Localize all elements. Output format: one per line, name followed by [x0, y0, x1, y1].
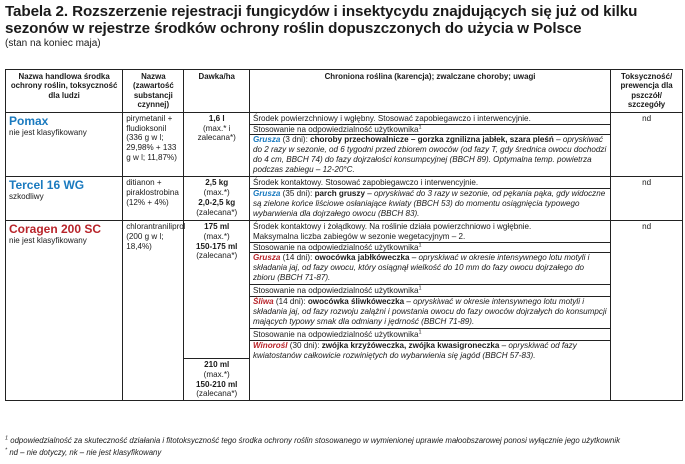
substance-content: (336 g w l; 29,98% + 133 g w l; 11,87%)	[126, 133, 177, 163]
disease-name: owocówka śliwkóweczka	[307, 297, 405, 307]
product-name: Pomax	[9, 113, 49, 128]
disease-name: zwójka krzyżóweczka, zwójka kwasigroneczka	[321, 340, 500, 350]
toxicity-label: nie jest klasyfikowany	[9, 127, 87, 137]
substance-name: ditianon + piraklostrobina	[126, 178, 179, 197]
toxicity-label: nie jest klasyfikowany	[9, 235, 87, 245]
disease-name: owocówka jabłkóweczka	[314, 253, 410, 263]
crop-name: Grusza	[252, 253, 281, 263]
substance-name: chlorantraniliprol	[126, 221, 186, 231]
bee-toxicity-cell: nd	[611, 112, 683, 176]
dose-cell	[184, 177, 249, 221]
dose-cell	[184, 220, 249, 401]
product-cell	[6, 220, 123, 401]
description-text: Środek powierzchniowy i wgłębny. Stosować zapobiegawczo i interwencyjnie.	[250, 114, 610, 125]
substance-content: (12% + 4%)	[126, 197, 169, 207]
dose-recommended-note: (zalecana*)	[196, 207, 238, 217]
bee-toxicity-cell: nd	[611, 220, 683, 401]
dose-recommended: 2,0-2,5 kg	[198, 197, 236, 207]
substance-cell	[123, 177, 184, 221]
header-dose: Dawka/ha	[184, 70, 249, 113]
disease-name: parch gruszy	[314, 188, 365, 198]
crop-name: Grusza	[252, 135, 281, 145]
table-title: Tabela 2. Rozszerzenie rejestracji fungicydów i insektycydu znajdujących się już od kilku sezonów w rejestrze środków ochrony roślin dopuszczonych do użycia w Polsce	[5, 3, 638, 37]
product-cell	[6, 112, 123, 176]
usage-note: Stosowanie na odpowiedzialność użytkownika$^1$	[250, 330, 610, 341]
dose-recommended-note: (zalecana*)	[196, 251, 238, 261]
footnote-2: * nd – nie dotyczy, nk – nie jest klasyfikowany	[5, 447, 162, 457]
bee-toxicity-cell: nd	[611, 177, 683, 221]
dose-value: 1,6 l	[208, 113, 225, 123]
application-details: – opryskiwać do 3 razy w sezonie, od pękania pąka, gdy widoczne są zielone końce liściowe osłaniające kwiaty (BBCH 53) do momentu osiągnięcia typowego wybarwienia dla dojrzałego owocu (BBCH 83).	[252, 188, 606, 218]
application-details: – opryskiwać w okresie intensywnego lotu motyli i składania jaj, od fazy owocu, który osiągnął wielkość do 10 mm do fazy owocu dojrzałego do zbioru (BBCH 71-87).	[252, 253, 590, 283]
dose-max: 175 ml	[204, 221, 230, 231]
crop-name: Winorośl	[252, 340, 288, 350]
toxicity-label: szkodliwy	[9, 192, 44, 202]
product-name: Coragen 200 SC	[9, 221, 102, 236]
substance-content: (200 g w l; 18,4%)	[126, 231, 164, 251]
description-cell: Środek kontaktowy. Stosować zapobiegawczo i interwencyjnie. Grusza (35 dni): parch gruszy – opryskiwać do 3 razy w sezonie, od pękania pąka, gdy widoczne są zielone końce liściowe osłaniające kwiaty (BBCH 53) do momentu osiągnięcia typowego wybarwienia dla dojrzałego owocu (BBCH 83).	[249, 177, 610, 221]
description-cell: Środek powierzchniowy i wgłębny. Stosować zapobiegawczo i interwencyjnie. Stosowanie na odpowiedzialność użytkownika$^1$ Grusza (3 dni): choroby przechowalnicze – gorzka zgnilizna jabłek, szara pleśń – opryskiwać do 2 razy w sezonie, od 6 tygodni przed zbiorem owoców (od fazy T, gdy średnica owocu dochodzi do 4 cm, BBCH 74) do fazy dojrzałości konsumpcyjnej (BBCH 89). Optymalna temp. powietrza podczas zabiegu – 12-20°C.	[249, 112, 610, 176]
crop-name: Grusza	[252, 188, 281, 198]
dose-cell	[184, 112, 249, 176]
dose-note: (max.* i zalecana*)	[197, 123, 236, 143]
header-row	[6, 70, 683, 113]
header-substance: Nazwa (zawartość substancji czynnej)	[123, 70, 184, 113]
dose-recommended: 150-210 ml	[196, 379, 238, 389]
description-text: Środek kontaktowy. Stosować zapobiegawczo i interwencyjnie.	[250, 178, 610, 189]
crop-name: Śliwa	[252, 297, 274, 307]
product-cell	[6, 177, 123, 221]
header-bee-toxicity: Toksyczność/ prewencja dla pszczół/ szczegóły	[611, 70, 683, 113]
dose-max-note: (max.*)	[203, 369, 230, 379]
table-row	[6, 220, 683, 401]
dose-recommended: 150-175 ml	[196, 241, 238, 251]
table-subtitle: (stan na koniec maja)	[5, 38, 101, 49]
usage-note: Stosowanie na odpowiedzialność użytkownika$^1$	[250, 125, 610, 136]
application-details: – opryskiwać do 2 razy w sezonie, od 6 tygodni przed zbiorem owoców (od fazy T, gdy średnica owocu dochodzi do 4 cm, BBCH 74) do fazy dojrzałości konsumpcyjnej (BBCH 89). Optymalna temp. powietrza podczas zabiegu – 12-20°C.	[252, 135, 607, 175]
table-row	[6, 112, 683, 176]
registration-table	[5, 69, 683, 401]
dose-max: 210 ml	[204, 359, 230, 369]
description-text: Maksymalna liczba zabiegów w sezonie wegetacyjnym – 2.	[250, 232, 610, 243]
usage-note: Stosowanie na odpowiedzialność użytkownika$^1$	[250, 286, 610, 297]
dose-max-note: (max.*)	[203, 187, 230, 197]
dose-max: 2,5 kg	[205, 178, 229, 188]
header-product-name: Nazwa handlowa środka ochrony roślin, toksyczność dla ludzi	[6, 70, 123, 113]
disease-name: choroby przechowalnicze – gorzka zgnilizna jabłek, szara pleśń	[310, 135, 554, 145]
table-row	[6, 177, 683, 221]
footnote-1: $^1$ odpowiedzialność za skuteczność działania i fitotoksyczność tego środka ochrony roślin stosowanego w wymienionej uprawie małoobszarowej ponosi wyłącznie jego użytkownik	[5, 435, 621, 445]
dose-recommended-note: (zalecana*)	[196, 389, 238, 399]
application-details: – opryskiwać od fazy kwiatostanów całkowicie rozwiniętych do wybarwienia się jagód (BBCH 57-83).	[252, 340, 577, 360]
application-details: – opryskiwać w okresie intensywnego lotu motyli i składania jaj, od fazy rozwoju zalążni i powstania owocu do fazy owoców dojrzałych do konsumpcji mających typowy smak dla odmiany i jędrność (BBCH 71-89).	[252, 297, 607, 326]
usage-note: Stosowanie na odpowiedzialność użytkownika$^1$	[250, 243, 610, 254]
substance-cell	[123, 220, 184, 401]
header-protected-crop: Chroniona roślina (karencja); zwalczane choroby; uwagi	[249, 70, 610, 113]
product-name: Tercel 16 WG	[9, 178, 85, 193]
substance-name: pirymetanil + fludioksonil	[126, 113, 173, 133]
substance-cell	[123, 112, 184, 176]
description-text: Środek kontaktowy i żołądkowy. Na roślinie działa powierzchniowo i wgłębnie.	[252, 221, 532, 231]
dose-max-note: (max.*)	[203, 231, 230, 241]
description-cell: Środek kontaktowy i żołądkowy. Na roślinie działa powierzchniowo i wgłębnie. Maksymalna liczba zabiegów w sezonie wegetacyjnym – 2. Stosowanie na odpowiedzialność użytkownika$^1$ Grusza (14 dni): owocówka jabłkóweczka – opryskiwać w okresie intensywnego lotu motyli i składania jaj, od fazy owocu, który osiągnął wielkość do 10 mm do fazy owocu dojrzałego do zbioru (BBCH 71-87). Stosowanie na odpowiedzialność użytkownika$^1$ Śliwa (14 dni): owocówka śliwkóweczka – opryskiwać w okresie intensywnego lotu motyli i składania jaj, od fazy rozwoju zalążni i powstania owocu do fazy owoców dojrzałych do konsumpcji mających typowy smak dla odmiany i jędrność (BBCH 71-89). Stosowanie na odpowiedzialność użytkownika$^1$ Winorośl (30 dni): zwójka krzyżóweczka, zwójka kwasigroneczka – opryskiwać od fazy kwiatostanów całkowicie rozwiniętych do wybarwienia się jagód (BBCH 57-83).	[249, 220, 610, 401]
